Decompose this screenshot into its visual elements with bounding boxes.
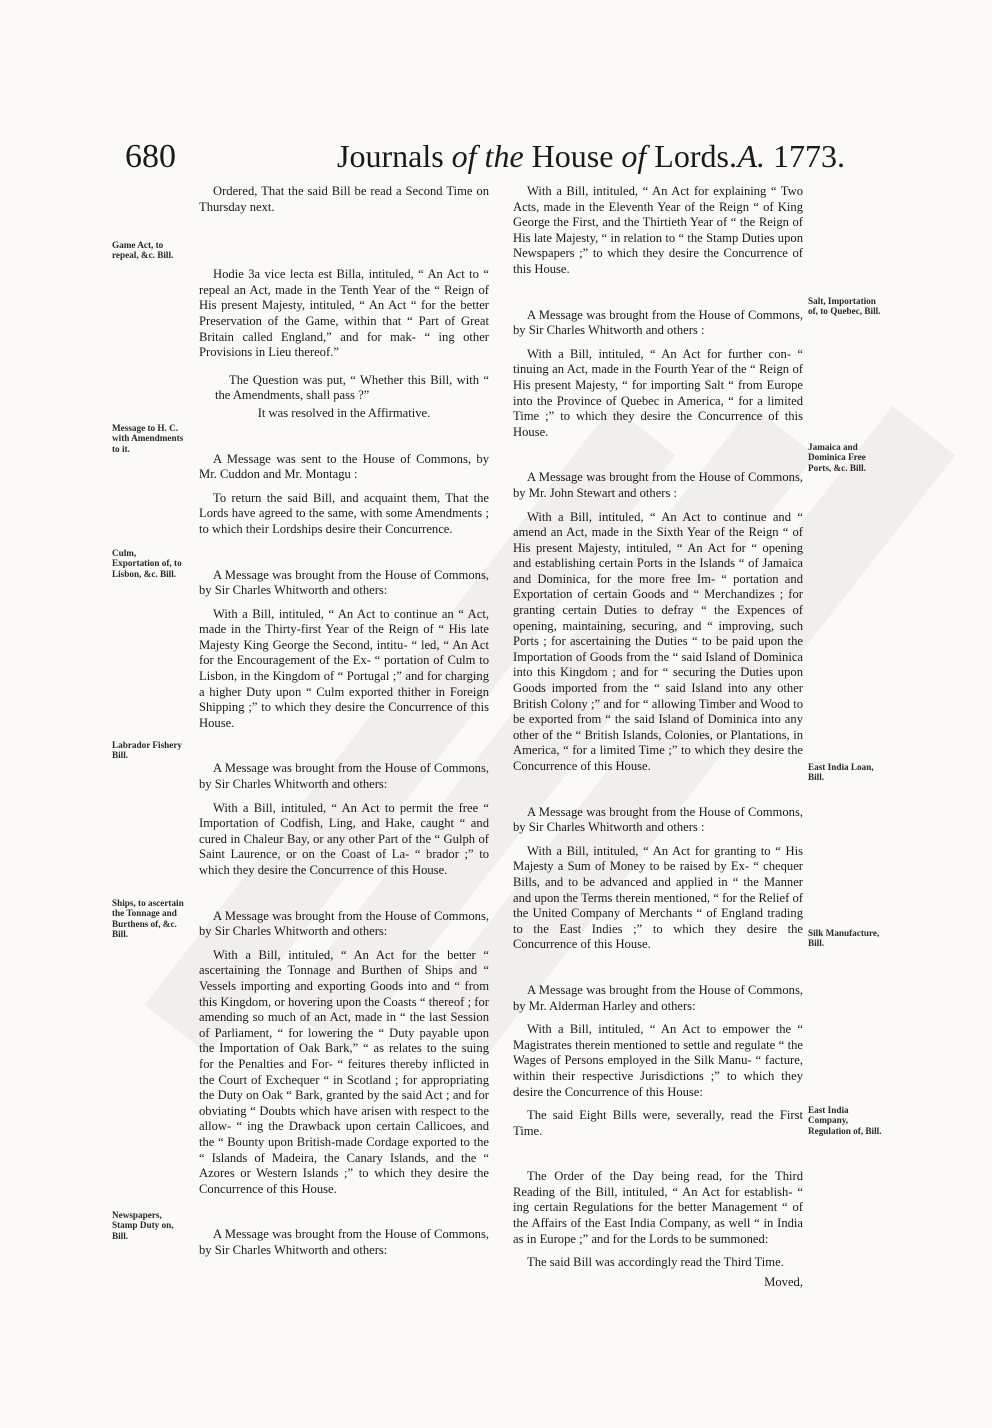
message-paragraph: A Message was sent to the House of Commons, by Mr. Cuddon and Mr. Montagu : <box>199 451 489 482</box>
page-number: 680 <box>125 138 176 175</box>
right-column <box>513 184 803 1300</box>
margin-note-silk: Silk Manufacture, Bill. <box>808 928 880 949</box>
bill-paragraph: With a Bill, intituled, “ An Act for granting to “ His Majesty a Sum of Money to be raised by Ex- “ chequer Bills, and to be advanced and applied in “ the Manner and upon the Terms therein mentioned, “ for the Relief of the United Company of Merchants “ of England trading to the East Indies ;” to which they desire the Concurrence of this House. <box>513 843 803 952</box>
margin-note-ships: Ships, to ascertain the Tonnage and Burthens of, &c. Bill. <box>112 898 184 940</box>
bill-paragraph: With a Bill, intituled, “ An Act to continue an “ Act, made in the Thirty-first Year of the Reign of “ His late Majesty King George the Second, intitu- “ led, “ An Act for the Encouragement of the Ex- “ portation of Culm to Lisbon, in the Kingdom of “ Portugal ;” and for charging a higher Duty upon “ Culm exported thither in Foreign Shipping ;” to which they desire the Concurrence of this House. <box>199 606 489 730</box>
ordered-paragraph: Ordered, That the said Bill be read a Second Time on Thursday next. <box>199 184 489 214</box>
page-header <box>125 138 845 188</box>
message-paragraph: A Message was brought from the House of Commons, by Sir Charles Whitworth and others: <box>199 908 489 939</box>
margin-note-newspapers: Newspapers, Stamp Duty on, Bill. <box>112 1210 174 1241</box>
return-paragraph: To return the said Bill, and acquaint them, That the Lords have agreed to the same, with some Amendments ; to which their Lordships desire their Concurrence. <box>199 490 489 536</box>
year: A. 1773. <box>737 138 845 174</box>
eight-bills-paragraph: The said Eight Bills were, severally, read the First Time. <box>513 1108 803 1138</box>
resolved-paragraph: It was resolved in the Affirmative. <box>257 405 431 420</box>
bill-paragraph: With a Bill, intituled, “ An Act for explaining “ Two Acts, made in the Eleventh Year of the Reign “ of King George the First, and the Thirtieth Year of “ the Reign of His late Majesty, “ in relation to “ the Stamp Duties upon Newspapers ;” to which they desire the Concurrence of this House. <box>513 184 803 276</box>
bill-paragraph: With a Bill, intituled, “ An Act to permit the free “ Importation of Codfish, Ling, and Hake, caught “ and cured in Chaleur Bay, or any other Part of the “ Gulph of Saint Laurence, or on the Coast of La- “ brador ;” to which they desire the Concurrence of this House. <box>199 800 489 877</box>
margin-note-jamaica: Jamaica and Dominica Free Ports, &c. Bill. <box>808 442 866 473</box>
third-reading-paragraph: Hodie 3a vice lecta est Billa, intituled, “ An Act to “ repeal an Act, made in the Tenth Year of the “ Reign of His present Majesty, intituled, “ An Act “ for the better Preservation of the Game, within that “ Part of Great Britain called England,” and for mak- “ ing other Provisions in Lieu thereof.” <box>199 267 489 360</box>
margin-note-east-india-company: East India Company, Regulation of, Bill. <box>808 1105 882 1136</box>
margin-note-labrador: Labrador Fishery Bill. <box>112 740 183 761</box>
margin-note-message-hc: Message to H. C. with Amendments to it. <box>112 423 184 454</box>
message-paragraph: A Message was brought from the House of Commons, by Mr. Alderman Harley and others: <box>513 982 803 1013</box>
third-time-paragraph: The said Bill was accordingly read the Third Time. <box>527 1255 784 1270</box>
message-paragraph: A Message was brought from the House of Commons, by Sir Charles Whitworth and others : <box>513 307 803 338</box>
bill-paragraph: With a Bill, intituled, “ An Act to continue and “ amend an Act, made in the Sixth Year of the Reign “ of His present Majesty, intituled, “ An Act for “ opening and establishing certain Ports in the Islands “ of Jamaica and Dominica, for the more free Im- “ portation and Exportation of certain Goods and “ Merchandizes ; for granting certain Duties to defray “ the Expences of opening, maintaining, securing, and “ improving, such Ports ; for ascertaining the Duties “ to be paid upon the Importation of Goods from the “ said Island of Dominica into this Kingdom ; and for “ securing the Duties upon Goods imported from the “ said Island into any other British Colony ;” and for “ allowing Timber and Wood to be exported from “ the said Island of Dominica into any other of the “ British Islands, Colonies, or Plantations, in America, “ for a limited Time ;” to which they desire the Concurrence of this House. <box>513 509 803 773</box>
message-paragraph: A Message was brought from the House of Commons, by Sir Charles Whitworth and others: <box>199 761 489 792</box>
margin-note-game-act: Game Act, to repeal, &c. Bill. <box>112 240 174 261</box>
message-paragraph: A Message was brought from the House of Commons, by Sir Charles Whitworth and others : <box>513 804 803 835</box>
bill-paragraph: With a Bill, intituled, “ An Act to empower the “ Magistrates therein mentioned to settle and regulate “ the Wages of Persons employed in the Silk Manu- “ facture, within their respective Jurisdictions ;” to which they desire the Concurrence of this House: <box>513 1022 803 1099</box>
message-paragraph: A Message was brought from the House of Commons, by Sir Charles Whitworth and others: <box>199 1227 489 1257</box>
question-paragraph: The Question was put, “ Whether this Bill, with “ the Amendments, shall pass ?” <box>215 372 489 403</box>
margin-note-culm: Culm, Exportation of, to Lisbon, &c. Bill. <box>112 548 182 579</box>
message-paragraph: A Message was brought from the House of Commons, by Mr. John Stewart and others : <box>513 470 803 500</box>
bill-paragraph: With a Bill, intituled, “ An Act for the better “ ascertaining the Tonnage and Burthen of Ships and “ Vessels importing and exporting Goods into and “ from this Kingdom, or hovering upon the Coasts “ thereof ; for amending so much of an Act, made in “ the last Session of Parliament, “ for lowering the “ Duty payable upon the Importation of Oak Bark,” “ as relates to the suing for the Penalties and For- “ feitures thereby inflicted in the Court of Exchequer “ in Scotland ; for appropriating the Duty on Oak “ Bark, granted by the said Act ; and for obviating “ Doubts which have arisen with respect to the allow- “ ing the Drawback upon certain Callicoes, and the “ Bounty upon British-made Cordage exported to the “ Islands of Madeira, the Canary Islands, and the “ Azores or Western Islands ;” to which they desire the Concurrence of this House. <box>199 947 489 1196</box>
message-paragraph: A Message was brought from the House of Commons, by Sir Charles Whitworth and others: <box>199 567 489 598</box>
bill-paragraph: With a Bill, intituled, “ An Act for further con- “ tinuing an Act, made in the Fourth Year of the “ Reign of His present Majesty, “ for importing Salt “ from Europe into the Province of Quebec in America, “ for a limited Time ;” to which they desire the Concurrence of this House. <box>513 346 803 439</box>
order-of-day-paragraph: The Order of the Day being read, for the Third Reading of the Bill, intituled, “ An Act for establish- “ ing certain Regulations for the better Management “ of the Affairs of the East India Company, as well “ in India as in Europe ;” and for the Lords to be summoned: <box>513 1169 803 1246</box>
running-title: Journals of the House of Lords. <box>337 138 737 174</box>
left-column <box>199 184 489 1268</box>
margin-note-salt: Salt, Importation of, to Quebec, Bill. <box>808 296 881 317</box>
catchword: Moved, <box>764 1274 803 1289</box>
margin-note-east-india-loan: East India Loan, Bill. <box>808 762 874 783</box>
